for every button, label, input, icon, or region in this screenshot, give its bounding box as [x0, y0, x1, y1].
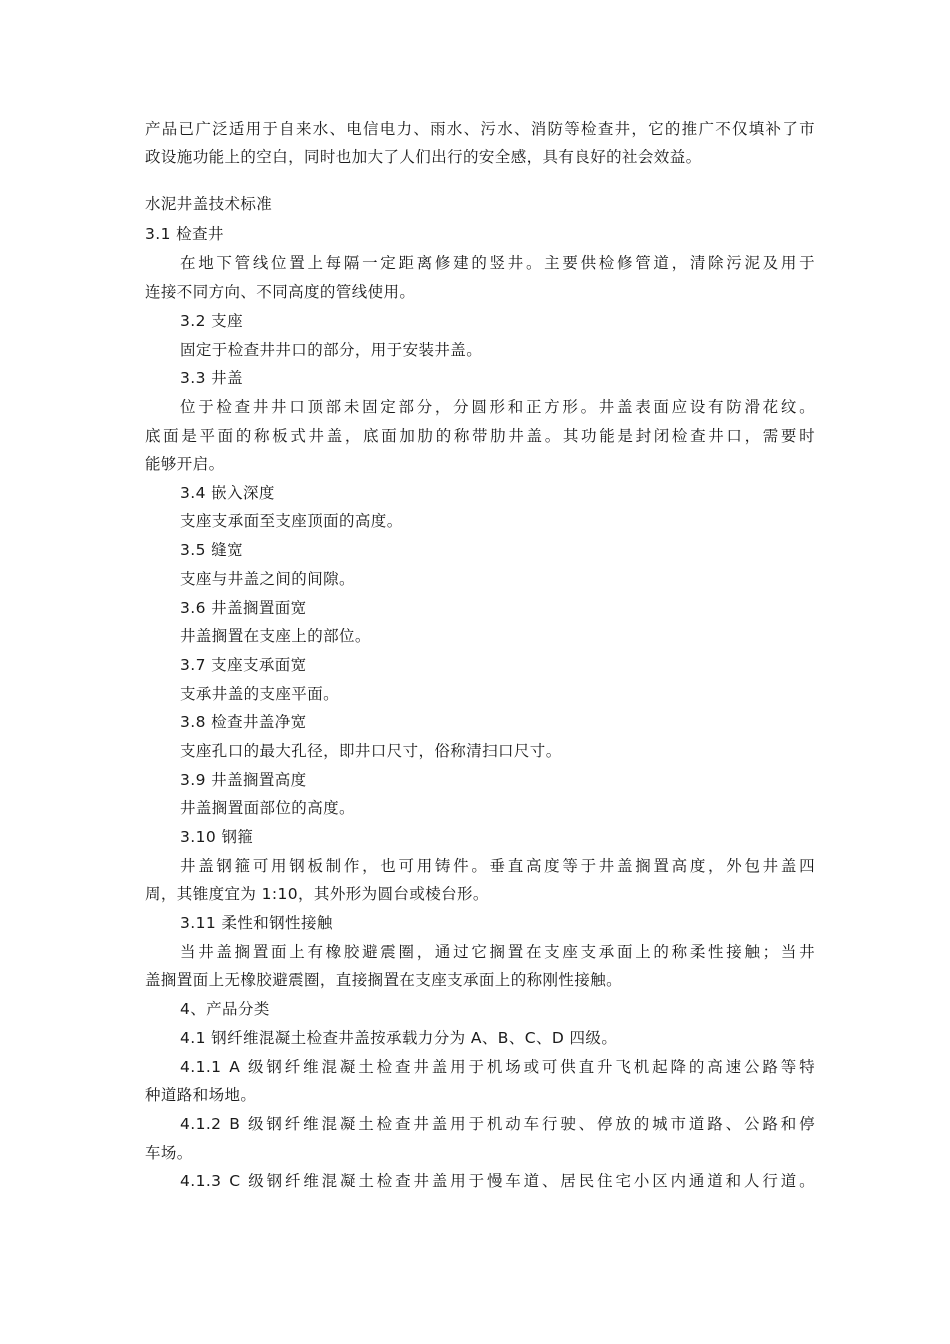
text-3-10-line-2: 周，其锥度宜为 1:10，其外形为圆台或棱台形。	[145, 885, 489, 903]
text-3-11-line-1: 当井盖搁置面上有橡胶避震圈，通过它搁置在支座支承面上的称柔性接触；当井	[180, 943, 815, 961]
heading-4: 4、产品分类	[180, 1000, 270, 1018]
heading-3-1: 3.1 检查井	[145, 225, 224, 243]
text-3-5: 支座与井盖之间的间隙。	[180, 570, 355, 588]
text-3-7: 支承井盖的支座平面。	[180, 685, 340, 703]
heading-3-9: 3.9 井盖搁置高度	[180, 771, 307, 789]
heading-3-11: 3.11 柔性和钢性接触	[180, 914, 333, 932]
text-3-1-line-2: 连接不同方向、不同高度的管线使用。	[145, 283, 416, 301]
heading-3-2: 3.2 支座	[180, 312, 243, 330]
heading-3-4: 3.4 嵌入深度	[180, 484, 275, 502]
intro-line-1: 产品已广泛适用于自来水、电信电力、雨水、污水、消防等检查井，它的推广不仅填补了市	[145, 120, 815, 138]
text-4-1: 4.1 钢纤维混凝土检查井盖按承载力分为 A、B、C、D 四级。	[180, 1029, 618, 1047]
text-3-8: 支座孔口的最大孔径，即井口尺寸，俗称清扫口尺寸。	[180, 742, 562, 760]
text-4-1-2-line-1: 4.1.2 B 级钢纤维混凝土检查井盖用于机动车行驶、停放的城市道路、公路和停	[180, 1115, 815, 1133]
section-title: 水泥井盖技术标准	[145, 195, 273, 213]
text-3-10-line-1: 井盖钢箍可用钢板制作，也可用铸件。垂直高度等于井盖搁置高度，外包井盖四	[180, 857, 815, 875]
text-3-11-line-2: 盖搁置面上无橡胶避震圈，直接搁置在支座支承面上的称刚性接触。	[145, 971, 623, 989]
heading-3-8: 3.8 检查井盖净宽	[180, 713, 307, 731]
text-3-1-line-1: 在地下管线位置上每隔一定距离修建的竖井。主要供检修管道，清除污泥及用于	[180, 254, 815, 272]
text-3-6: 井盖搁置在支座上的部位。	[180, 627, 371, 645]
text-3-4: 支座支承面至支座顶面的高度。	[180, 512, 403, 530]
heading-3-3: 3.3 井盖	[180, 369, 243, 387]
text-4-1-1-line-2: 种道路和场地。	[145, 1086, 257, 1104]
text-4-1-3: 4.1.3 C 级钢纤维混凝土检查井盖用于慢车道、居民住宅小区内通道和人行道。	[180, 1172, 815, 1190]
heading-3-6: 3.6 井盖搁置面宽	[180, 599, 307, 617]
text-3-2: 固定于检查井井口的部分，用于安装井盖。	[180, 341, 483, 359]
text-4-1-1-line-1: 4.1.1 A 级钢纤维混凝土检查井盖用于机场或可供直升飞机起降的高速公路等特	[180, 1058, 815, 1076]
text-3-9: 井盖搁置面部位的高度。	[180, 799, 355, 817]
heading-3-7: 3.7 支座支承面宽	[180, 656, 307, 674]
text-3-3-line-1: 位于检查井井口顶部未固定部分，分圆形和正方形。井盖表面应设有防滑花纹。	[180, 398, 815, 416]
heading-3-5: 3.5 缝宽	[180, 541, 243, 559]
intro-line-2: 政设施功能上的空白，同时也加大了人们出行的安全感，具有良好的社会效益。	[145, 148, 702, 166]
heading-3-10: 3.10 钢箍	[180, 828, 254, 846]
text-4-1-2-line-2: 车场。	[145, 1144, 193, 1162]
text-3-3-line-2: 底面是平面的称板式井盖，底面加肋的称带肋井盖。其功能是封闭检查井口，需要时	[145, 427, 815, 445]
text-3-3-line-3: 能够开启。	[145, 455, 225, 473]
